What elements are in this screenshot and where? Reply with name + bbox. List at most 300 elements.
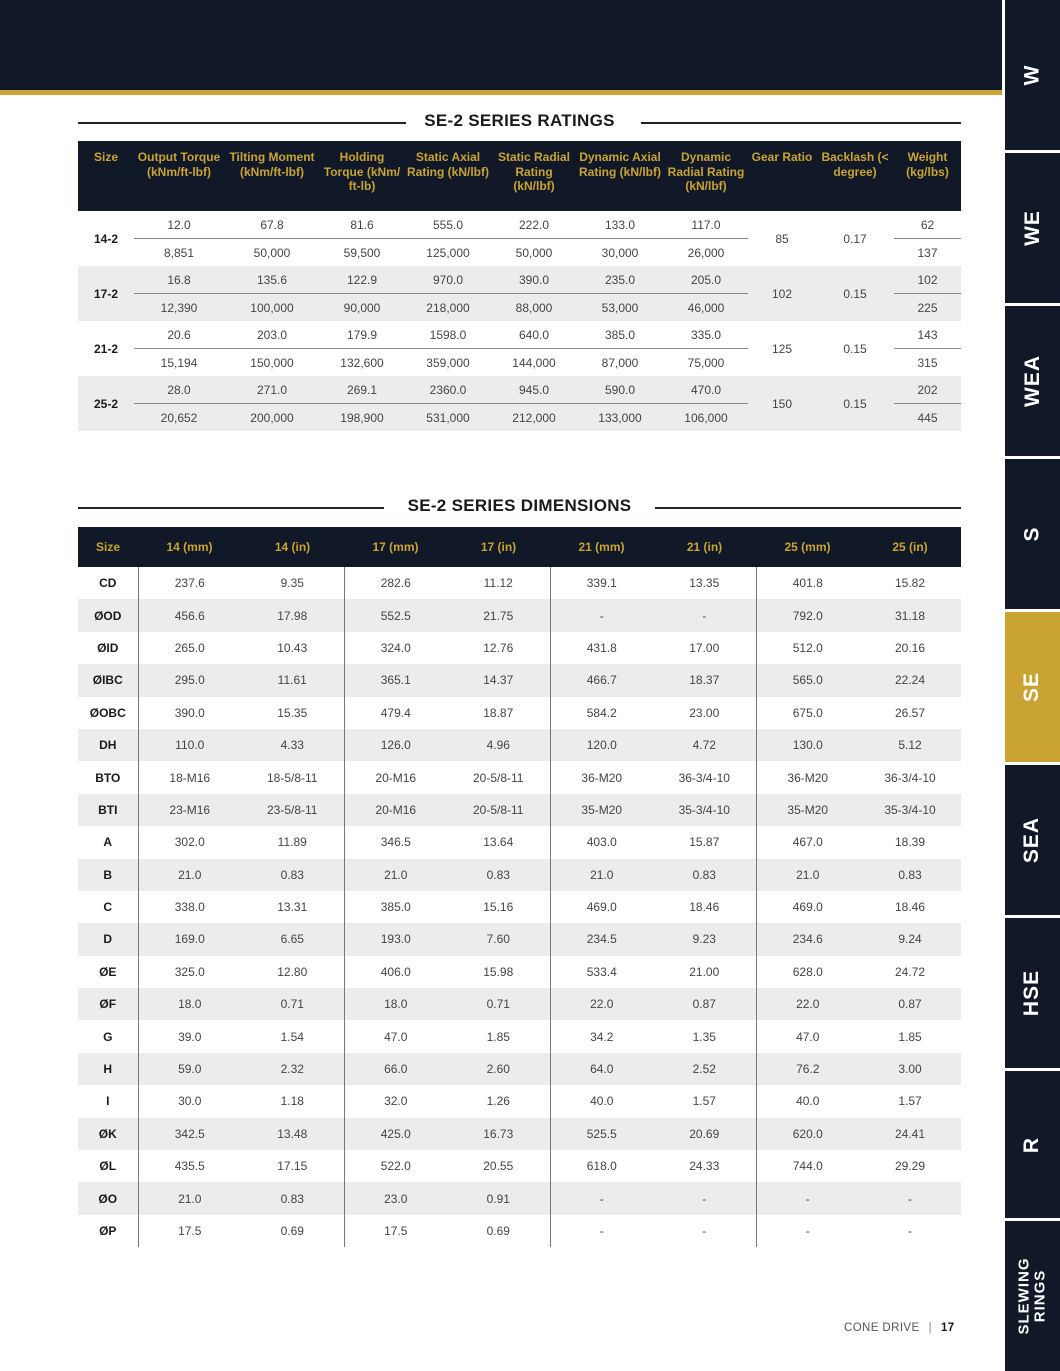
- dimensions-value-cell: 22.0: [550, 988, 653, 1020]
- dimensions-row: [78, 794, 961, 826]
- ratings-value-cell: 20,652: [134, 404, 224, 432]
- ratings-value-cell: 222.0: [492, 211, 576, 239]
- ratings-value-cell: 28.0: [134, 376, 224, 404]
- ratings-header-cell: Holding Torque (kNm/ ft-lb): [320, 141, 404, 211]
- dimensions-value-cell: 47.0: [344, 1020, 447, 1052]
- dimensions-value-cell: 18-M16: [138, 761, 241, 793]
- ratings-size-cell: 21-2: [93, 341, 119, 356]
- dimensions-value-cell: 47.0: [756, 1020, 859, 1052]
- ratings-weight-kg-cell: 143: [894, 321, 961, 349]
- dimensions-value-cell: 406.0: [344, 956, 447, 988]
- ratings-value-cell: 1598.0: [404, 321, 492, 349]
- ratings-value-cell: 133.0: [576, 211, 664, 239]
- dimensions-value-cell: 552.5: [344, 599, 447, 631]
- dimensions-header-cell: 17 (mm): [344, 527, 447, 567]
- side-tab-label: WEA: [1020, 355, 1044, 407]
- ratings-weight-lbs-cell: 137: [917, 245, 938, 260]
- dimensions-value-cell: 16.73: [447, 1118, 550, 1150]
- dimensions-label-cell: DH: [78, 729, 138, 761]
- dimensions-value-cell: 17.00: [689, 640, 720, 655]
- dimensions-value-cell: -: [702, 1224, 707, 1238]
- ratings-value-cell: 50,000: [515, 245, 553, 260]
- dimensions-value-cell: 22.24: [859, 664, 961, 696]
- dimensions-value-cell: 32.0: [344, 1085, 447, 1117]
- dimensions-value-cell: 18.46: [894, 900, 926, 915]
- ratings-value-cell: 531,000: [404, 404, 492, 432]
- dimensions-value-cell: 17.15: [277, 1159, 308, 1174]
- ratings-title: SE-2 SERIES RATINGS: [424, 111, 615, 130]
- ratings-value-cell: 75,000: [687, 355, 725, 370]
- dimensions-row: [78, 632, 961, 664]
- dimensions-value-cell: 1.57: [692, 1094, 716, 1109]
- dimensions-value-cell: -: [653, 599, 756, 631]
- ratings-size-cell: 17-2: [78, 266, 134, 321]
- ratings-backlash-cell: 0.17: [843, 231, 867, 246]
- ratings-value-cell: 81.6: [320, 211, 404, 239]
- dimensions-section-title: [78, 496, 961, 520]
- ratings-header-cell: Dynamic Axial Rating (kN/lbf): [576, 141, 664, 211]
- dimensions-value-cell: 20-5/8-11: [473, 770, 524, 785]
- dimensions-row: [78, 567, 961, 599]
- dimensions-value-cell: 295.0: [138, 664, 241, 696]
- dimensions-value-cell: 0.87: [653, 988, 756, 1020]
- dimensions-header-cell: 21 (mm): [550, 527, 653, 567]
- dimensions-value-cell: 675.0: [756, 697, 859, 729]
- dimensions-value-cell: 23-5/8-11: [241, 794, 344, 826]
- ratings-gear-ratio-cell: 85: [775, 231, 789, 246]
- dimensions-label-cell: ØOBC: [89, 705, 126, 720]
- side-tab-wea[interactable]: [1005, 306, 1060, 456]
- footer-divider: |: [928, 1322, 932, 1334]
- dimensions-value-cell: 36-3/4-10: [678, 770, 730, 785]
- dimensions-value-cell: 456.6: [138, 599, 241, 631]
- dimensions-label-cell: ØOD: [78, 599, 138, 631]
- dimensions-value-cell: 17.5: [344, 1215, 447, 1247]
- dimensions-value-cell: 628.0: [756, 956, 859, 988]
- dimensions-value-cell: 13.48: [241, 1118, 344, 1150]
- dimensions-value-cell: 401.8: [756, 567, 859, 599]
- dimensions-value-cell: 31.18: [859, 599, 961, 631]
- dimensions-value-cell: 20.69: [653, 1118, 756, 1150]
- ratings-header-cell: Backlash (< degree): [816, 141, 894, 211]
- dimensions-value-cell: 35-3/4-10: [653, 794, 756, 826]
- dimensions-label-cell: ØIBC: [78, 664, 138, 696]
- dimensions-value-cell: 126.0: [344, 729, 447, 761]
- dimensions-label-cell: ØP: [99, 1224, 117, 1238]
- side-tab-label: R: [1020, 1136, 1044, 1153]
- side-tab-label: W: [1020, 64, 1044, 86]
- dimensions-value-cell: 4.96: [447, 729, 550, 761]
- ratings-weight-lbs-cell: 315: [917, 355, 938, 370]
- dimensions-value-cell: 435.5: [138, 1150, 241, 1182]
- dimensions-value-cell: 302.0: [138, 826, 241, 858]
- dimensions-value-cell: 479.4: [344, 697, 447, 729]
- dimensions-value-cell: 0.83: [859, 859, 961, 891]
- side-tab-w[interactable]: [1005, 0, 1060, 150]
- title-rule-right: [655, 507, 961, 509]
- ratings-value-cell: 945.0: [492, 376, 576, 404]
- dimensions-value-cell: 3.00: [859, 1053, 961, 1085]
- ratings-value-cell: 12.0: [134, 211, 224, 239]
- dimensions-label-cell: ØO: [78, 1182, 138, 1214]
- dimensions-value-cell: 35-3/4-10: [859, 794, 961, 826]
- ratings-row-metric: [78, 321, 961, 349]
- dimensions-value-cell: 13.64: [483, 835, 514, 850]
- ratings-value-cell: 88,000: [492, 294, 576, 322]
- dimensions-value-cell: 15.82: [894, 576, 926, 591]
- dimensions-label-cell: BTI: [78, 794, 138, 826]
- dimensions-title: SE-2 SERIES DIMENSIONS: [407, 496, 632, 515]
- dimensions-value-cell: 324.0: [344, 632, 447, 664]
- dimensions-value-cell: 169.0: [138, 923, 241, 955]
- dimensions-label-cell: G: [103, 1029, 113, 1044]
- ratings-gear-ratio-cell: 102: [748, 266, 816, 321]
- dimensions-header-cell: 14 (in): [241, 527, 344, 567]
- dimensions-header-cell: 25 (mm): [756, 527, 859, 567]
- dimensions-value-cell: 14.37: [447, 664, 550, 696]
- dimensions-value-cell: 325.0: [138, 956, 241, 988]
- ratings-backlash-cell: 0.15: [816, 376, 894, 431]
- dimensions-value-cell: 20-5/8-11: [447, 794, 550, 826]
- dimensions-value-cell: 1.26: [486, 1094, 510, 1109]
- dimensions-value-cell: 0.83: [241, 1182, 344, 1214]
- ratings-value-cell: 150,000: [250, 355, 294, 370]
- dimensions-value-cell: 34.2: [550, 1020, 653, 1052]
- header-accent-line: [0, 90, 1002, 95]
- dimensions-value-cell: 18.0: [138, 988, 241, 1020]
- side-tab-label: SEA: [1020, 816, 1044, 864]
- ratings-value-cell: 106,000: [664, 404, 748, 432]
- dimensions-value-cell: -: [550, 1182, 653, 1214]
- dimensions-value-cell: 35-M20: [756, 794, 859, 826]
- dimensions-value-cell: 21.0: [756, 859, 859, 891]
- ratings-header-cell: Static Axial Rating (kN/lbf): [404, 141, 492, 211]
- dimensions-label-cell: C: [103, 900, 113, 915]
- dimensions-row: [78, 1085, 961, 1117]
- dimensions-value-cell: 431.8: [550, 632, 653, 664]
- ratings-value-cell: 555.0: [404, 211, 492, 239]
- side-tab-we[interactable]: [1005, 153, 1060, 303]
- dimensions-value-cell: 425.0: [344, 1118, 447, 1150]
- dimensions-value-cell: 36-M20: [550, 761, 653, 793]
- dimensions-value-cell: 9.24: [859, 923, 961, 955]
- dimensions-label-cell: BTO: [95, 770, 121, 785]
- dimensions-value-cell: 0.83: [653, 859, 756, 891]
- ratings-size-cell: 25-2: [78, 376, 134, 431]
- dimensions-value-cell: 0.69: [486, 1224, 510, 1238]
- ratings-value-cell: 87,000: [601, 355, 639, 370]
- ratings-size-cell: 14-2: [93, 231, 119, 246]
- ratings-value-cell: 117.0: [664, 211, 748, 239]
- dimensions-value-cell: 15.98: [483, 964, 514, 979]
- dimensions-header-cell: 17 (in): [447, 527, 550, 567]
- dimensions-value-cell: 1.85: [486, 1029, 510, 1044]
- dimensions-value-cell: 15.16: [483, 900, 514, 915]
- dimensions-label-cell: B: [78, 859, 138, 891]
- ratings-value-cell: 59,500: [343, 245, 381, 260]
- dimensions-value-cell: 9.23: [653, 923, 756, 955]
- dimensions-row: [78, 1215, 961, 1247]
- dimensions-value-cell: -: [653, 1182, 756, 1214]
- page-footer: [844, 1322, 955, 1334]
- dimensions-label-cell: ØF: [78, 988, 138, 1020]
- dimensions-value-cell: 1.85: [898, 1029, 922, 1044]
- dimensions-value-cell: 1.18: [280, 1094, 304, 1109]
- ratings-gear-ratio-cell: 150: [748, 376, 816, 431]
- dimensions-value-cell: 237.6: [138, 567, 241, 599]
- dimensions-value-cell: 21.0: [344, 859, 447, 891]
- dimensions-value-cell: -: [550, 1215, 653, 1247]
- dimensions-value-cell: 9.35: [280, 576, 304, 591]
- dimensions-value-cell: 15.35: [277, 705, 308, 720]
- ratings-value-cell: 8,851: [163, 245, 195, 260]
- dimensions-value-cell: 0.91: [447, 1182, 550, 1214]
- dimensions-value-cell: 466.7: [550, 664, 653, 696]
- dimensions-value-cell: 0.71: [447, 988, 550, 1020]
- ratings-value-cell: 235.0: [576, 266, 664, 294]
- ratings-weight-lbs-cell: 445: [894, 404, 961, 432]
- dimensions-value-cell: 40.0: [756, 1085, 859, 1117]
- dimensions-value-cell: 20.55: [483, 1159, 514, 1174]
- dimensions-value-cell: 365.1: [344, 664, 447, 696]
- footer-brand: CONE DRIVE: [844, 1322, 920, 1334]
- dimensions-table: [78, 527, 961, 1247]
- dimensions-row: [78, 599, 961, 631]
- dimensions-value-cell: 110.0: [138, 729, 241, 761]
- dimensions-row: [78, 761, 961, 793]
- dimensions-value-cell: -: [859, 1182, 961, 1214]
- side-tab-label: HSE: [1020, 969, 1044, 1017]
- ratings-value-cell: 90,000: [320, 294, 404, 322]
- dimensions-value-cell: 35-M20: [550, 794, 653, 826]
- title-rule-right: [641, 122, 961, 124]
- dimensions-value-cell: 265.0: [138, 632, 241, 664]
- ratings-value-cell: 100,000: [224, 294, 320, 322]
- ratings-value-cell: 53,000: [576, 294, 664, 322]
- ratings-value-cell: 132,600: [340, 355, 384, 370]
- ratings-value-cell: 271.0: [224, 376, 320, 404]
- ratings-value-cell: 46,000: [664, 294, 748, 322]
- dimensions-header-cell: Size: [78, 527, 138, 567]
- ratings-header-cell: Tilting Moment (kNm/ft-lbf): [224, 141, 320, 211]
- dimensions-value-cell: 390.0: [138, 697, 241, 729]
- dimensions-header-cell: 14 (mm): [138, 527, 241, 567]
- dimensions-value-cell: 0.69: [280, 1224, 304, 1238]
- ratings-value-cell: 16.8: [134, 266, 224, 294]
- dimensions-header-cell: 21 (in): [653, 527, 756, 567]
- dimensions-label-cell: I: [106, 1094, 110, 1109]
- ratings-backlash-cell: 0.15: [843, 341, 867, 356]
- dimensions-value-cell: 21.75: [447, 599, 550, 631]
- dimensions-value-cell: 24.72: [894, 964, 926, 979]
- dimensions-value-cell: 18.87: [483, 705, 514, 720]
- ratings-value-cell: 218,000: [404, 294, 492, 322]
- ratings-value-cell: 67.8: [224, 211, 320, 239]
- dimensions-value-cell: 18.39: [894, 835, 926, 850]
- dimensions-row: [78, 859, 961, 891]
- dimensions-value-cell: 13.35: [689, 576, 720, 591]
- ratings-value-cell: 144,000: [512, 355, 556, 370]
- side-tab-label: SE: [1020, 671, 1044, 703]
- ratings-header-cell: Dynamic Radial Rating (kN/lbf): [664, 141, 748, 211]
- side-tab-slewing-rings[interactable]: [1005, 1221, 1060, 1371]
- dimensions-label-cell: D: [78, 923, 138, 955]
- dimensions-value-cell: 22.0: [756, 988, 859, 1020]
- side-tab-hse[interactable]: [1005, 918, 1060, 1068]
- dimensions-row: [78, 1053, 961, 1085]
- page-number: 17: [940, 1322, 955, 1334]
- dimensions-value-cell: 18.37: [653, 664, 756, 696]
- ratings-value-cell: 30,000: [601, 245, 639, 260]
- dimensions-value-cell: 339.1: [550, 567, 653, 599]
- dimensions-value-cell: 21.0: [550, 859, 653, 891]
- dimensions-value-cell: 1.57: [898, 1094, 922, 1109]
- dimensions-value-cell: 5.12: [859, 729, 961, 761]
- dimensions-row: [78, 729, 961, 761]
- side-tab-s[interactable]: [1005, 459, 1060, 609]
- dimensions-value-cell: 469.0: [756, 891, 859, 923]
- ratings-value-cell: 122.9: [320, 266, 404, 294]
- dimensions-value-cell: 30.0: [138, 1085, 241, 1117]
- dimensions-value-cell: -: [550, 599, 653, 631]
- ratings-header-cell: Gear Ratio: [748, 141, 816, 211]
- dimensions-value-cell: 525.5: [550, 1118, 653, 1150]
- dimensions-value-cell: 0.83: [447, 859, 550, 891]
- dimensions-value-cell: 29.29: [894, 1159, 926, 1174]
- ratings-header-cell: Static Radial Rating (kN/lbf): [492, 141, 576, 211]
- ratings-value-cell: 133,000: [576, 404, 664, 432]
- dimensions-value-cell: 21.0: [138, 1182, 241, 1214]
- dimensions-label-cell: A: [103, 835, 113, 850]
- dimensions-value-cell: 59.0: [138, 1053, 241, 1085]
- dimensions-value-cell: 469.0: [550, 891, 653, 923]
- side-tab-label: WE: [1020, 210, 1044, 246]
- side-tab-label: S: [1020, 526, 1044, 542]
- ratings-value-cell: 640.0: [492, 321, 576, 349]
- dimensions-value-cell: 1.54: [280, 1029, 304, 1044]
- dimensions-value-cell: 7.60: [447, 923, 550, 955]
- dimensions-value-cell: 13.31: [277, 900, 308, 915]
- ratings-value-cell: 970.0: [404, 266, 492, 294]
- ratings-value-cell: 200,000: [224, 404, 320, 432]
- dimensions-value-cell: 744.0: [756, 1150, 859, 1182]
- dimensions-value-cell: 403.0: [550, 826, 653, 858]
- dimensions-value-cell: 24.33: [689, 1159, 720, 1174]
- dimensions-value-cell: 6.65: [241, 923, 344, 955]
- ratings-value-cell: 359,000: [426, 355, 470, 370]
- dimensions-value-cell: 10.43: [277, 640, 308, 655]
- dimensions-value-cell: 584.2: [550, 697, 653, 729]
- ratings-gear-ratio-cell: 125: [771, 341, 793, 356]
- dimensions-value-cell: 26.57: [894, 705, 926, 720]
- dimensions-row: [78, 923, 961, 955]
- dimensions-value-cell: -: [908, 1224, 912, 1238]
- dimensions-label-cell: ØK: [78, 1118, 138, 1150]
- ratings-table: [78, 141, 961, 431]
- dimensions-value-cell: 64.0: [550, 1053, 653, 1085]
- ratings-value-cell: 470.0: [664, 376, 748, 404]
- dimensions-value-cell: 11.89: [277, 835, 307, 850]
- ratings-value-cell: 50,000: [253, 245, 291, 260]
- side-tab-sea[interactable]: [1005, 765, 1060, 915]
- dimensions-row: [78, 988, 961, 1020]
- dimensions-value-cell: -: [756, 1215, 859, 1247]
- dimensions-value-cell: 76.2: [756, 1053, 859, 1085]
- dimensions-row: [78, 826, 961, 858]
- dimensions-value-cell: 4.33: [241, 729, 344, 761]
- dimensions-value-cell: 620.0: [756, 1118, 859, 1150]
- side-tab-r[interactable]: [1005, 1071, 1060, 1218]
- dimensions-value-cell: 0.83: [241, 859, 344, 891]
- dimensions-value-cell: 23.00: [689, 705, 720, 720]
- dimensions-row: [78, 1150, 961, 1182]
- dimensions-label-cell: ØE: [99, 964, 117, 979]
- dimensions-label-cell: CD: [99, 576, 117, 591]
- ratings-value-cell: 179.9: [320, 321, 404, 349]
- ratings-weight-kg-cell: 62: [894, 211, 961, 239]
- header-band: [0, 0, 1002, 90]
- ratings-value-cell: 203.0: [224, 321, 320, 349]
- dimensions-value-cell: 120.0: [550, 729, 653, 761]
- ratings-section-title: [78, 111, 961, 135]
- dimensions-row: [78, 664, 961, 696]
- ratings-value-cell: 20.6: [134, 321, 224, 349]
- dimensions-value-cell: 23-M16: [138, 794, 241, 826]
- ratings-value-cell: 198,900: [320, 404, 404, 432]
- dimensions-row: [78, 1182, 961, 1214]
- dimensions-label-cell: ØL: [99, 1159, 117, 1174]
- dimensions-header-cell: 25 (in): [859, 527, 961, 567]
- dimensions-value-cell: 11.12: [483, 576, 513, 591]
- dimensions-value-cell: 565.0: [756, 664, 859, 696]
- dimensions-value-cell: 36-M20: [756, 761, 859, 793]
- dimensions-value-cell: 18.0: [344, 988, 447, 1020]
- ratings-header-cell: Size: [78, 141, 134, 211]
- ratings-header-cell: Output Torque (kNm/ft-lbf): [134, 141, 224, 211]
- dimensions-value-cell: 21.0: [138, 859, 241, 891]
- dimensions-value-cell: 24.41: [859, 1118, 961, 1150]
- dimensions-row: [78, 697, 961, 729]
- dimensions-value-cell: 234.5: [550, 923, 653, 955]
- dimensions-value-cell: 11.61: [241, 664, 344, 696]
- dimensions-value-cell: 533.4: [550, 956, 653, 988]
- side-tab-se[interactable]: [1005, 612, 1060, 762]
- dimensions-value-cell: 40.0: [550, 1085, 653, 1117]
- ratings-value-cell: 335.0: [664, 321, 748, 349]
- ratings-value-cell: 205.0: [664, 266, 748, 294]
- dimensions-value-cell: 467.0: [756, 826, 859, 858]
- dimensions-value-cell: 66.0: [344, 1053, 447, 1085]
- dimensions-value-cell: 1.35: [692, 1029, 716, 1044]
- ratings-value-cell: 135.6: [224, 266, 320, 294]
- ratings-value-cell: 212,000: [492, 404, 576, 432]
- dimensions-value-cell: 18.46: [689, 900, 720, 915]
- dimensions-value-cell: 20-M16: [344, 761, 447, 793]
- ratings-header-cell: Weight (kg/lbs): [894, 141, 961, 211]
- dimensions-value-cell: 0.87: [859, 988, 961, 1020]
- ratings-value-cell: 15,194: [160, 355, 198, 370]
- dimensions-value-cell: 342.5: [138, 1118, 241, 1150]
- dimensions-value-cell: 2.60: [447, 1053, 550, 1085]
- dimensions-value-cell: 23.0: [344, 1182, 447, 1214]
- dimensions-value-cell: 39.0: [138, 1020, 241, 1052]
- ratings-weight-kg-cell: 202: [894, 376, 961, 404]
- side-tab-navigation: [1005, 0, 1060, 1371]
- dimensions-value-cell: 36-3/4-10: [884, 770, 936, 785]
- dimensions-row: [78, 1020, 961, 1052]
- dimensions-value-cell: 4.72: [653, 729, 756, 761]
- ratings-backlash-cell: 0.15: [816, 266, 894, 321]
